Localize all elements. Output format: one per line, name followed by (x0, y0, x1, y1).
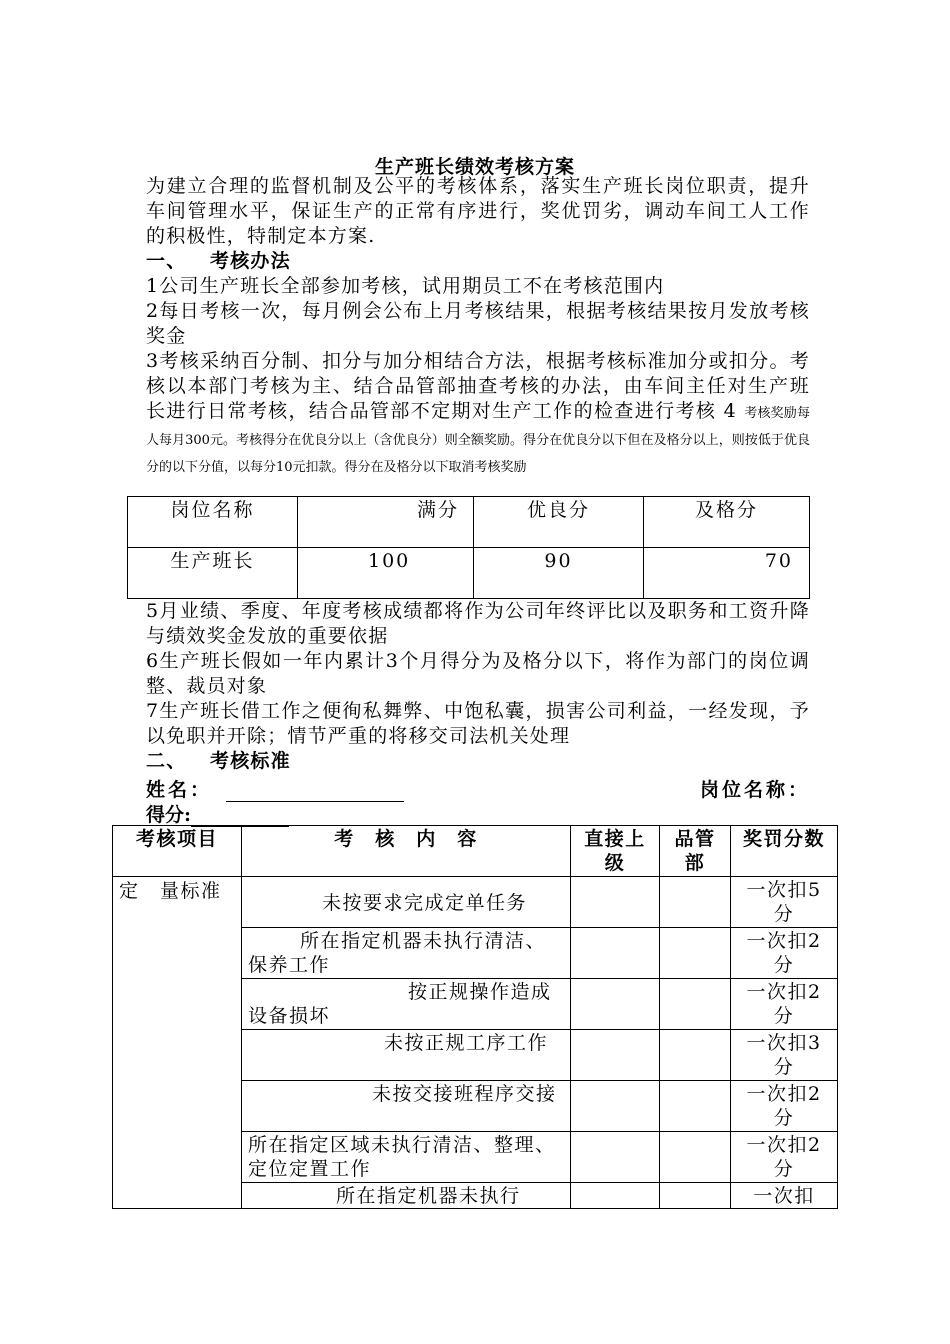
score-table (127, 496, 810, 599)
body-section-1 (146, 174, 810, 480)
criteria-content: 所在指定区域未执行清洁、整理、定位定置工作 (242, 1132, 571, 1183)
score-cell-full: 100 (298, 548, 474, 599)
criteria-qc-cell (660, 1132, 731, 1183)
score-header-good: 优良分 (474, 497, 644, 548)
score-cell-good: 90 (474, 548, 644, 599)
score-table-row (128, 548, 810, 599)
criteria-content: 未按正规工序工作 (242, 1030, 571, 1081)
score-header-position: 岗位名称 (128, 497, 298, 548)
criteria-supervisor-cell (571, 1132, 660, 1183)
item-5: 5月业绩、季度、年度考核成绩都将作为公司年终评比以及职务和工资升降与绩效奖金发放的重要依据 (146, 600, 810, 647)
criteria-score: 一次扣2分 (731, 1132, 838, 1183)
item-4: 考核奖励每人每月300元。考核得分在优良分以上（含优良分）则全额奖励。得分在优良分以下但在及格分以上，则按低于优良分的以下分值，以每分10元扣款。得分在及格分以下取消考核奖励 (146, 406, 810, 475)
criteria-supervisor-cell (571, 979, 660, 1030)
criteria-header-qc: 品管部 (660, 826, 731, 877)
form-score-row (146, 800, 289, 827)
section-1-number: 一、 (146, 250, 187, 272)
item-6: 6生产班长假如一年内累计3个月得分为及格分以下，将作为部门的岗位调整、裁员对象 (146, 650, 810, 697)
criteria-supervisor-cell (571, 1183, 660, 1209)
body-section-2 (146, 599, 810, 774)
criteria-supervisor-cell (571, 1030, 660, 1081)
score-header-full: 满分 (298, 497, 474, 548)
criteria-supervisor-cell (571, 928, 660, 979)
name-label: 姓名： (146, 779, 213, 801)
criteria-qc-cell (660, 877, 731, 928)
criteria-header-score: 奖罚分数 (731, 826, 838, 877)
criteria-qc-cell (660, 928, 731, 979)
criteria-category: 定 量标准 (113, 877, 242, 1209)
criteria-qc-cell (660, 1030, 731, 1081)
criteria-supervisor-cell (571, 877, 660, 928)
criteria-qc-cell (660, 1183, 731, 1209)
score-cell-position: 生产班长 (128, 548, 298, 599)
section-2-number: 二、 (146, 750, 187, 772)
criteria-score: 一次扣5分 (731, 877, 838, 928)
score-header-pass: 及格分 (644, 497, 810, 548)
criteria-score: 一次扣2分 (731, 928, 838, 979)
section-2-heading (146, 749, 810, 774)
criteria-score: 一次扣 (731, 1183, 838, 1209)
criteria-supervisor-cell (571, 1081, 660, 1132)
document-title: 生产班长绩效考核方案 (374, 156, 575, 178)
criteria-content: 所在指定机器未执行 (242, 1183, 571, 1209)
criteria-header-item: 考核项目 (113, 826, 242, 877)
criteria-content: 所在指定机器未执行清洁、保养工作 (242, 928, 571, 979)
criteria-score: 一次扣2分 (731, 1081, 838, 1132)
item-3-4 (146, 349, 810, 480)
intro-paragraph: 为建立合理的监督机制及公平的考核体系，落实生产班长岗位职责，提升车间管理水平，保证生产的正常有序进行，奖优罚劣，调动车间工人工作的积极性，特制定本方案. (146, 175, 810, 247)
criteria-header-content: 考 核 内 容 (242, 826, 571, 877)
criteria-score: 一次扣2分 (731, 979, 838, 1030)
score-cell-pass: 70 (644, 548, 810, 599)
name-blank (226, 781, 404, 802)
criteria-content: 未按要求完成定单任务 (242, 877, 571, 928)
criteria-score: 一次扣3分 (731, 1030, 838, 1081)
item-1: 1公司生产班长全部参加考核，试用期员工不在考核范围内 (146, 275, 665, 297)
item-3: 3考核采纳百分制、扣分与加分相结合方法，根据考核标准加分或扣分。考核以本部门考核为主、结合品管部抽查考核的办法，由车间主任对生产班长进行日常考核，结合品管部不定期对生产工作的检查进行考核 (146, 350, 810, 422)
criteria-content: 按正规操作造成设备损坏 (242, 979, 571, 1030)
section-1-heading (146, 249, 810, 274)
criteria-qc-cell (660, 1081, 731, 1132)
criteria-table (112, 825, 838, 1209)
section-2-title: 考核标准 (210, 750, 291, 772)
score-label: 得分: (146, 804, 192, 826)
item-7: 7生产班长借工作之便徇私舞弊、中饱私囊，损害公司利益，一经发现，予以免职并开除；情节严重的将移交司法机关处理 (146, 700, 810, 747)
form-name-row (146, 775, 810, 802)
position-label: 岗位名称： (699, 779, 810, 801)
item-2: 2每日考核一次，每月例会公布上月考核结果，根据考核结果按月发放考核奖金 (146, 300, 810, 347)
criteria-header-row (113, 826, 838, 877)
criteria-qc-cell (660, 979, 731, 1030)
criteria-row (113, 877, 838, 928)
score-table-header-row (128, 497, 810, 548)
criteria-header-supervisor: 直接上级 (571, 826, 660, 877)
item-4-number: 4 (723, 400, 737, 422)
section-1-title: 考核办法 (210, 250, 291, 272)
score-blank (191, 806, 289, 827)
criteria-content: 未按交接班程序交接 (242, 1081, 571, 1132)
